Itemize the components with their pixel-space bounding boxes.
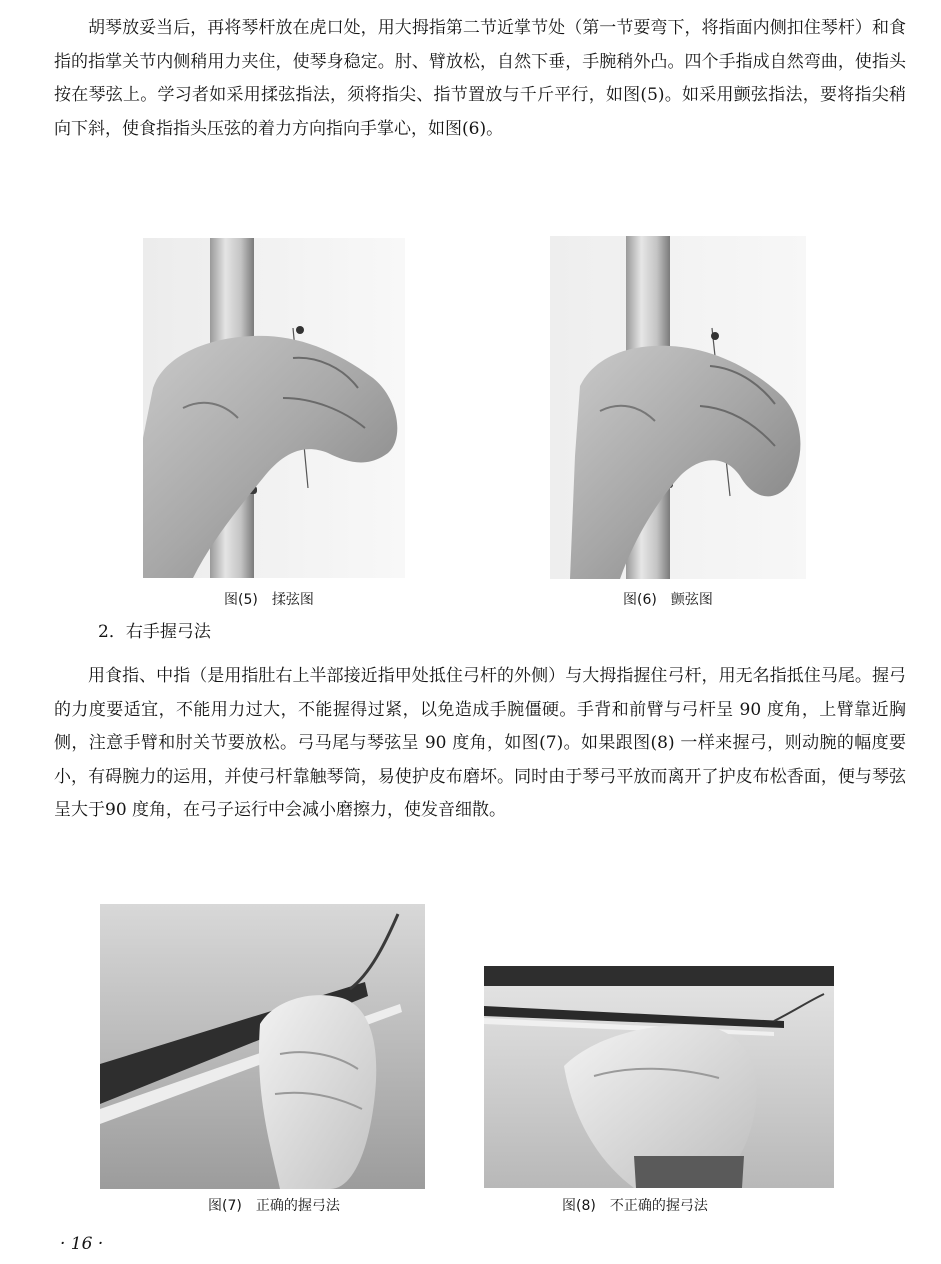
figure-5-number: 图(5) xyxy=(224,592,258,608)
figure-5-photo xyxy=(143,238,405,578)
figure-5-title: 揉弦图 xyxy=(271,592,314,608)
figure-7-caption xyxy=(208,1196,340,1216)
figure-8-number: 图(8) xyxy=(562,1198,596,1214)
figure-7-title: 正确的握弓法 xyxy=(255,1198,340,1214)
figure-6-number: 图(6) xyxy=(623,592,657,608)
figure-8-title: 不正确的握弓法 xyxy=(609,1198,708,1214)
figure-6-title: 颤弦图 xyxy=(670,592,713,608)
figure-7-photo xyxy=(100,904,425,1189)
figure-8-caption xyxy=(562,1196,708,1216)
section-heading-right-hand: 2．右手握弓法 xyxy=(98,622,211,642)
figure-7-number: 图(7) xyxy=(208,1198,242,1214)
paragraph-left-hand: 胡琴放妥当后，再将琴杆放在虎口处，用大拇指第二节近掌节处（第一节要弯下，将指面内侧扣住琴杆）和食指的指掌关节内侧稍用力夹住，使琴身稳定。肘、臂放松，自然下垂，手腕稍外凸。四个手指成自然弯曲，使指头按在琴弦上。学习者如采用揉弦指法，须将指尖、指节置放与千斤平行，如图(5)。如采用颤弦指法，要将指尖稍向下斜，使食指指头压弦的着力方向指向手掌心，如图(6)。 xyxy=(54,18,906,139)
figure-8-photo xyxy=(484,966,834,1188)
paragraph-right-hand: 用食指、中指（是用指肚右上半部接近指甲处抵住弓杆的外侧）与大拇指握住弓杆，用无名指抵住马尾。握弓的力度要适宜，不能用力过大，不能握得过紧，以免造成手腕僵硬。手背和前臂与弓杆呈 90 度角，上臂靠近胸侧，注意手臂和肘关节要放松。弓马尾与琴弦呈 90 度角，如图(7)。如果跟图(8) 一样来握弓，则动腕的幅度要小，有碍腕力的运用，并使弓杆靠触琴筒，易使护皮布磨坏。同时由于琴弓平放而离开了护皮布松香面，便与琴弦呈大于90 度角，在弓子运行中会减小磨擦力，使发音细散。 xyxy=(54,666,906,820)
figure-6-caption xyxy=(623,590,713,610)
figure-6-photo xyxy=(550,236,806,579)
figure-5-caption xyxy=(224,590,314,610)
page-number: · 16 · xyxy=(60,1234,104,1254)
